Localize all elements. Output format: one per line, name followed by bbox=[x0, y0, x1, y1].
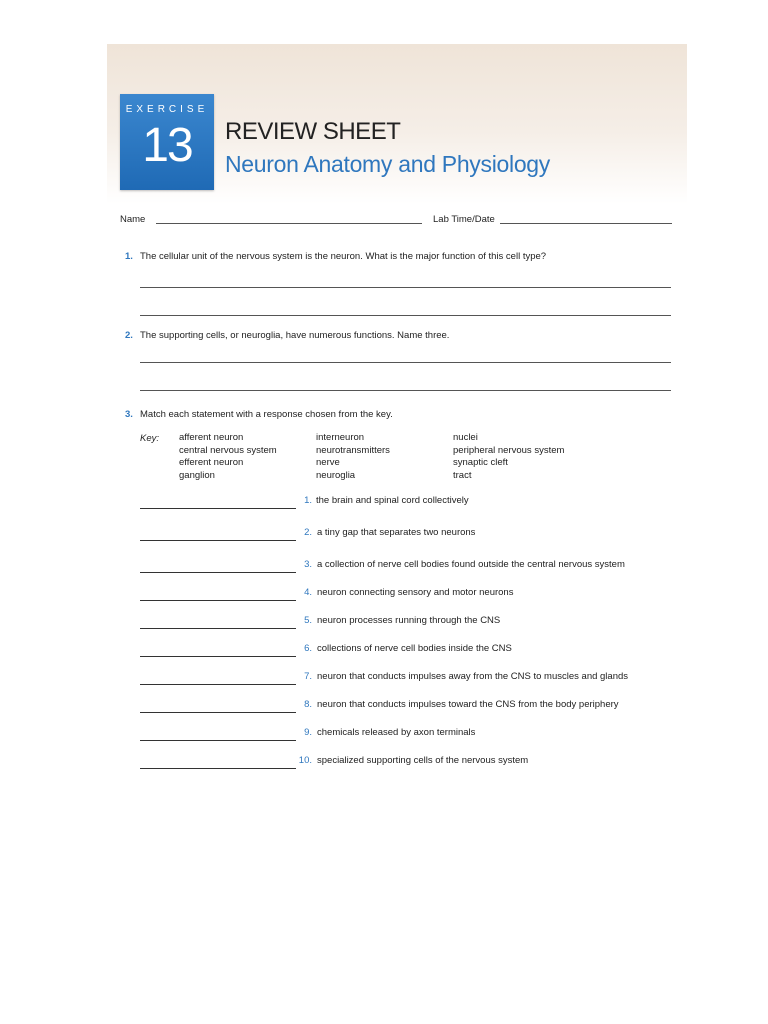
key-column-1 bbox=[179, 432, 277, 482]
matching-item bbox=[140, 587, 660, 601]
matching-statement: collections of nerve cell bodies inside the CNS bbox=[317, 643, 512, 654]
matching-number: 1. bbox=[304, 495, 312, 506]
matching-statement: neuron processes running through the CNS bbox=[317, 615, 501, 626]
labtime-label: Lab Time/Date bbox=[433, 214, 495, 225]
matching-answer-line[interactable] bbox=[140, 712, 296, 713]
matching-answer-line[interactable] bbox=[140, 572, 296, 573]
matching-number: 5. bbox=[304, 615, 312, 626]
matching-item bbox=[140, 643, 660, 657]
matching-number: 10. bbox=[298, 755, 312, 766]
matching-answer-line[interactable] bbox=[140, 628, 296, 629]
matching-item bbox=[140, 727, 660, 741]
key-item: synaptic cleft bbox=[453, 457, 508, 468]
key-item: nerve bbox=[316, 457, 340, 468]
name-label: Name bbox=[120, 214, 146, 225]
matching-number: 3. bbox=[304, 559, 312, 570]
matching-number: 6. bbox=[304, 643, 312, 654]
matching-item bbox=[140, 615, 660, 629]
matching-statement: neuron that conducts impulses away from the CNS to muscles and glands bbox=[317, 671, 629, 682]
question-2-answer-line-1[interactable] bbox=[140, 362, 671, 363]
question-1-text: The cellular unit of the nervous system is the neuron. What is the major function of this cell type? bbox=[140, 251, 547, 262]
exercise-badge bbox=[120, 94, 214, 190]
key-item: tract bbox=[453, 469, 472, 481]
matching-number: 4. bbox=[304, 587, 312, 598]
key-label: Key: bbox=[140, 433, 160, 444]
key-item: central nervous system bbox=[179, 444, 277, 456]
matching-number: 2. bbox=[304, 527, 312, 538]
matching-statement: a tiny gap that separates two neurons bbox=[317, 527, 476, 538]
labtime-field[interactable] bbox=[500, 223, 672, 224]
page-subtitle: Neuron Anatomy and Physiology bbox=[225, 151, 551, 177]
key-item: neuroglia bbox=[316, 469, 356, 481]
matching-answer-line[interactable] bbox=[140, 540, 296, 541]
question-3-text: Match each statement with a response chosen from the key. bbox=[140, 409, 393, 420]
question-1-answer-line-2[interactable] bbox=[140, 315, 671, 316]
matching-answer-line[interactable] bbox=[140, 768, 296, 769]
matching-statement: chemicals released by axon terminals bbox=[317, 727, 476, 738]
matching-item bbox=[140, 527, 660, 541]
question-2-answer-line-2[interactable] bbox=[140, 390, 671, 391]
matching-item bbox=[140, 559, 660, 573]
key-item: interneuron bbox=[316, 432, 365, 443]
review-sheet-page bbox=[107, 44, 687, 1024]
question-1-number: 1. bbox=[125, 251, 133, 262]
question-3-number: 3. bbox=[125, 409, 133, 420]
key-item: peripheral nervous system bbox=[453, 444, 565, 456]
question-2-number: 2. bbox=[125, 330, 133, 341]
key-item: efferent neuron bbox=[179, 457, 244, 468]
matching-statement: neuron connecting sensory and motor neurons bbox=[317, 587, 514, 598]
matching-number: 8. bbox=[304, 699, 312, 710]
key-column-2 bbox=[316, 432, 390, 482]
key-column-3 bbox=[453, 432, 564, 482]
question-1-answer-line-1[interactable] bbox=[140, 287, 671, 288]
matching-answer-line[interactable] bbox=[140, 684, 296, 685]
matching-statement: a collection of nerve cell bodies found outside the central nervous system bbox=[317, 559, 625, 570]
matching-item bbox=[140, 755, 660, 769]
exercise-label: EXERCISE bbox=[125, 104, 209, 115]
matching-answer-line[interactable] bbox=[140, 600, 296, 601]
matching-statement: neuron that conducts impulses toward the CNS from the body periphery bbox=[317, 699, 619, 710]
matching-item bbox=[140, 495, 660, 509]
matching-answer-line[interactable] bbox=[140, 656, 296, 657]
matching-number: 7. bbox=[304, 671, 312, 682]
matching-number: 9. bbox=[304, 727, 312, 738]
matching-answer-line[interactable] bbox=[140, 740, 296, 741]
matching-item bbox=[140, 699, 660, 713]
name-field[interactable] bbox=[156, 223, 422, 224]
matching-answer-line[interactable] bbox=[140, 508, 296, 509]
matching-item bbox=[140, 671, 660, 685]
page-title: REVIEW SHEET bbox=[225, 118, 401, 145]
question-2-text: The supporting cells, or neuroglia, have numerous functions. Name three. bbox=[140, 330, 450, 341]
key-item: afferent neuron bbox=[179, 432, 244, 443]
key-item: neurotransmitters bbox=[316, 444, 390, 456]
matching-statement: specialized supporting cells of the nervous system bbox=[317, 755, 529, 766]
matching-statement: the brain and spinal cord collectively bbox=[316, 495, 469, 506]
exercise-number: 13 bbox=[142, 119, 192, 172]
key-item: nuclei bbox=[453, 432, 478, 443]
key-item: ganglion bbox=[179, 469, 215, 481]
